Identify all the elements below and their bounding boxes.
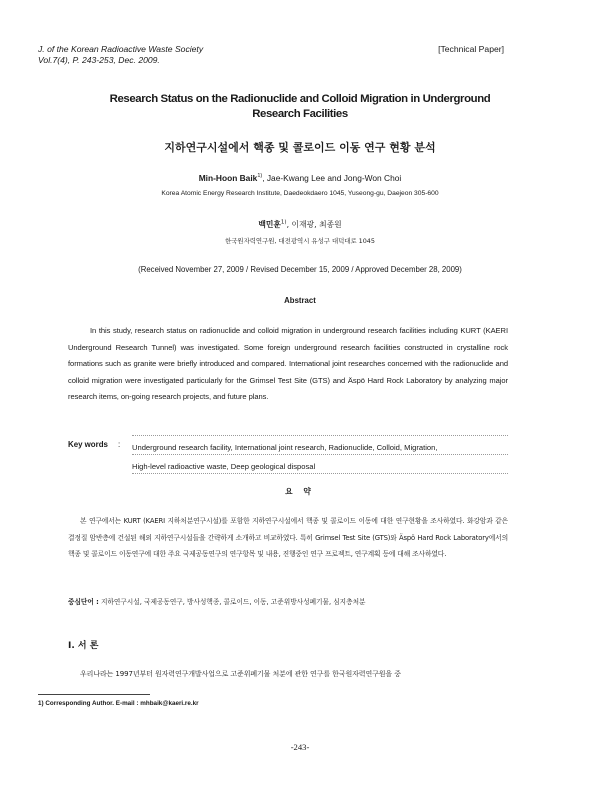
affiliation: Korea Atomic Energy Research Institute, Daedeokdaero 1045, Yuseong-gu, Daejeon 305-600 — [161, 190, 439, 197]
first-author: Min-Hoon Baik — [198, 173, 258, 183]
journal-citation — [38, 44, 203, 65]
abstract-heading: Abstract — [284, 296, 316, 305]
korean-co-authors: , 이재광, 최종원 — [286, 220, 342, 229]
keywords-line2: High-level radioactive waste, Deep geological disposal — [132, 462, 316, 471]
co-authors: , Jae-Kwang Lee and Jong-Won Choi — [262, 173, 402, 183]
corresponding-mark: 1) — [257, 173, 263, 180]
korean-abstract-heading: 요 약 — [285, 487, 315, 496]
korean-author-list — [60, 219, 540, 230]
section-heading-introduction: I. 서 론 — [68, 641, 99, 651]
author-list — [60, 173, 540, 183]
keywords-label: Key words — [68, 440, 108, 449]
keywords-bottom-rule — [132, 473, 508, 474]
korean-first-author: 백민훈 — [258, 220, 281, 229]
keywords-middle-rule — [132, 454, 508, 455]
corresponding-author-footnote: 1) Corresponding Author. E-mail : mhbaik@kaeri.re.kr — [38, 700, 199, 707]
journal-name: J. of the Korean Radioactive Waste Society — [38, 44, 204, 54]
introduction-first-line: 우리나라는 1997년부터 원자력연구개발사업으로 고준위폐기물 처분에 관한 연구를 한국원자력연구원을 중 — [80, 670, 401, 678]
korean-keywords-label: 중심단어 : — [68, 598, 99, 606]
footnote-rule — [38, 694, 150, 695]
keywords-line1: Underground research facility, International joint research, Radionuclide, Colloid, Migration, — [132, 443, 438, 452]
korean-corresponding-mark: 1) — [280, 219, 287, 226]
english-title-line2: Research Facilities — [252, 108, 348, 120]
keywords-top-rule — [132, 435, 508, 436]
korean-affiliation: 한국원자력연구원, 대전광역시 유성구 대덕대로 1045 — [225, 237, 375, 245]
page-number: -243- — [290, 742, 310, 752]
received-dates: (Received November 27, 2009 / Revised December 15, 2009 / Approved December 28, 2009) — [138, 265, 462, 274]
korean-abstract-body: 본 연구에서는 KURT (KAERI 지하처분연구시설)를 포함한 지하연구시설에서 핵종 및 콜로이드 이동에 대한 연구현황을 조사하였다. 화강암과 같은 결정질 암반층에 건설된 해외 지하연구시설들을 간략하게 소개하고 비교하였다. 특히 Grimsel Test Site (GTS)와 Äspö Hard Rock Laboratory에서의 핵종 및 콜로이드 이동연구에 대한 주요 국제공동연구의 연구항목 및 내용, 진행중인 연구 프로젝트, 연구계획 등에 대해 조사하였다. — [68, 517, 508, 559]
korean-title: 지하연구시설에서 핵종 및 콜로이드 이동 연구 현황 분석 — [164, 141, 436, 154]
journal-volume: Vol.7(4), P. 243-253, Dec. 2009. — [38, 54, 160, 65]
abstract-body: In this study, research status on radionuclide and colloid migration in underground research facilities including KURT (KAERI Underground Research Tunnel) was investigated. Some foreign underground research facilities constructed in crystalline rock formations such as granite were briefly introduced and compared. International joint researches concerned with the radionuclide and colloid migration were investigated particularly for the Grimsel Test Site (GTS) and Äspö Hard Rock Laboratory by analyzing major research items, on-going research projects, and future plans. — [68, 326, 508, 401]
korean-keywords — [68, 596, 518, 606]
english-title-line1: Research Status on the Radionuclide and Colloid Migration in Underground — [109, 93, 491, 105]
korean-keywords-list: 지하연구시설, 국제공동연구, 방사성핵종, 콜로이드, 이동, 고준위방사성폐기물, 심지층처분 — [98, 598, 366, 606]
keywords-colon: : — [118, 440, 121, 449]
paper-type-label: [Technical Paper] — [438, 44, 504, 54]
english-title — [60, 92, 540, 122]
keywords-list — [132, 438, 508, 476]
